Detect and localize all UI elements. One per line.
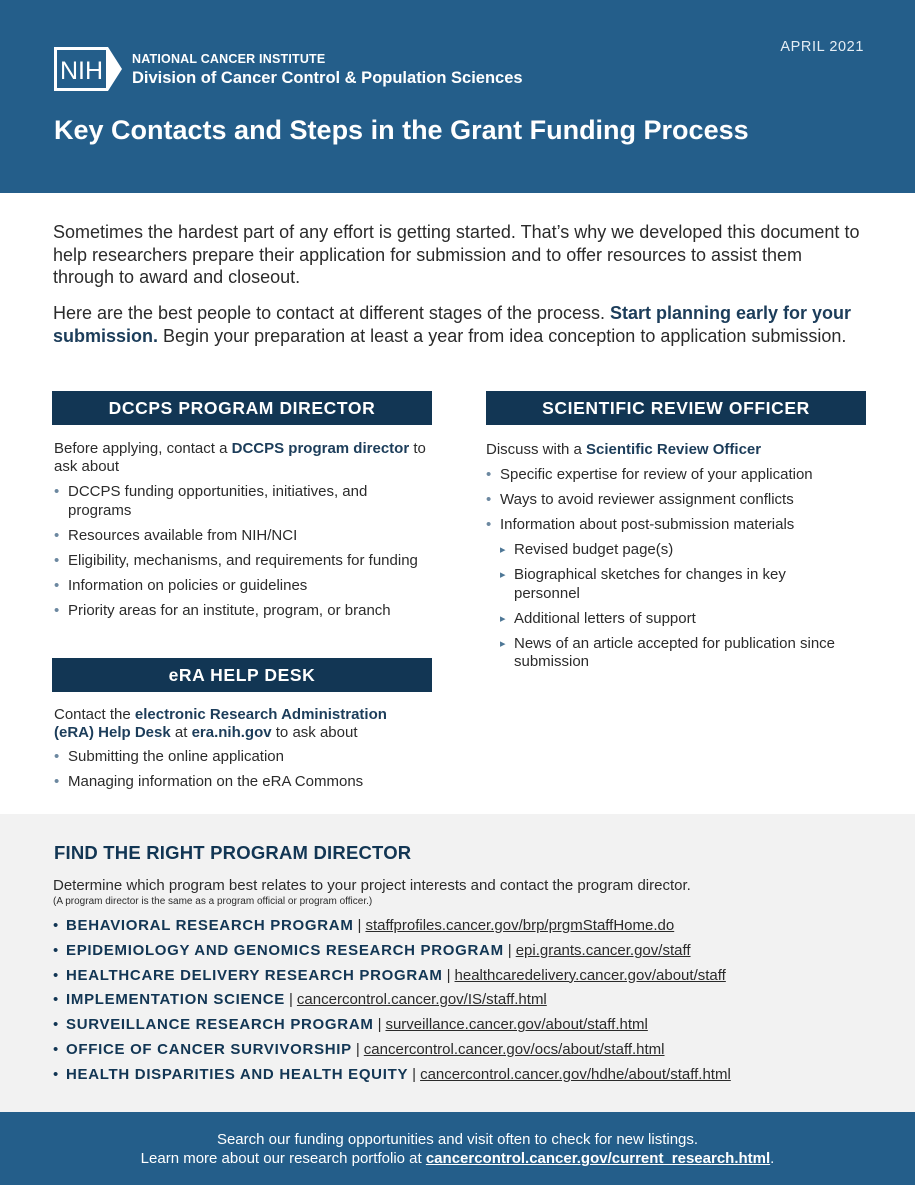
planning-emphasis: Start planning early for your submission. — [53, 303, 852, 346]
program-director-list — [54, 483, 429, 627]
footer-line-2: Learn more about our research portfolio at cancercontrol.cancer.gov/current_research.html. — [140, 1150, 775, 1167]
sub-list-item: ▸ Revised budget page(s) — [500, 541, 866, 560]
find-director-description: Determine which program best relates to your project interests and contact the program director. — [53, 877, 691, 894]
sub-list-item: ▸ Additional letters of support — [500, 610, 866, 629]
era-help-desk-list — [54, 748, 429, 798]
publication-date: APRIL 2021 — [780, 39, 864, 55]
list-item: • Resources available from NIH/NCI — [54, 527, 429, 546]
program-name: BEHAVIORAL RESEARCH PROGRAM — [66, 917, 354, 934]
list-item: • Managing information on the eRA Commons — [54, 773, 429, 792]
program-name: IMPLEMENTATION SCIENCE — [66, 991, 286, 1009]
list-item: • Priority areas for an institute, program, or branch — [54, 602, 429, 621]
research-portfolio-link[interactable]: cancercontrol.cancer.gov/current_research.html — [425, 1150, 771, 1167]
list-item: • Information about post-submission materials — [486, 516, 866, 535]
program-item: • EPIDEMIOLOGY AND GENOMICS RESEARCH PROGRAM | epi.grants.cancer.gov/staff — [53, 941, 691, 959]
sub-list-item: ▸ News of an article accepted for publication since submission — [500, 635, 850, 672]
program-item: • IMPLEMENTATION SCIENCE | cancercontrol.cancer.gov/IS/staff.html — [53, 991, 547, 1009]
header-banner — [0, 0, 915, 193]
review-officer-heading: SCIENTIFIC REVIEW OFFICER — [486, 391, 866, 425]
program-name: EPIDEMIOLOGY AND GENOMICS RESEARCH PROGRAM — [66, 941, 504, 959]
list-item: • DCCPS funding opportunities, initiatives, and programs — [54, 483, 429, 520]
program-item: • SURVEILLANCE RESEARCH PROGRAM | surveillance.cancer.gov/about/staff.html — [53, 1016, 648, 1034]
era-link[interactable]: era.nih.gov — [191, 724, 272, 741]
program-director-lead: Before applying, contact a DCCPS program director to ask about — [54, 440, 426, 475]
program-name: OFFICE OF CANCER SURVIVORSHIP — [66, 1040, 352, 1058]
intro-paragraph-2: Here are the best people to contact at different stages of the process. Start planning early for your submission. Begin your preparation at least a year from idea conception to application submission. — [53, 303, 852, 346]
svg-text:NIH: NIH — [59, 57, 104, 85]
program-staff-link[interactable]: cancercontrol.cancer.gov/hdhe/about/staff.html — [420, 1065, 731, 1083]
find-director-title: FIND THE RIGHT PROGRAM DIRECTOR — [54, 842, 412, 863]
program-item: • HEALTHCARE DELIVERY RESEARCH PROGRAM | healthcaredelivery.cancer.gov/about/staff — [53, 966, 726, 984]
footer-banner — [0, 1112, 915, 1185]
sub-list-item: ▸ Biographical sketches for changes in key personnel — [500, 566, 790, 603]
intro-paragraph-1: Sometimes the hardest part of any effort is getting started. That’s why we developed this document to help researchers prepare their application for submission and to offer resources to assist them through to award and closeout. — [53, 222, 860, 287]
review-officer-list — [486, 466, 866, 678]
list-item: • Information on policies or guidelines — [54, 577, 429, 596]
era-help-desk-heading: eRA HELP DESK — [52, 658, 432, 692]
list-item: • Eligibility, mechanisms, and requirements for funding — [54, 552, 429, 571]
nih-logo — [54, 47, 124, 91]
program-name: HEALTHCARE DELIVERY RESEARCH PROGRAM — [66, 966, 443, 984]
find-director-note: (A program director is the same as a program official or program officer.) — [53, 896, 373, 907]
list-item: • Specific expertise for review of your application — [486, 466, 866, 485]
program-staff-link[interactable]: cancercontrol.cancer.gov/ocs/about/staff.html — [363, 1040, 665, 1058]
program-staff-link[interactable]: epi.grants.cancer.gov/staff — [515, 941, 691, 959]
program-staff-link[interactable]: healthcaredelivery.cancer.gov/about/staff — [454, 966, 726, 984]
era-help-desk-lead: Contact the electronic Research Administration (eRA) Help Desk at era.nih.gov to ask about — [54, 706, 387, 741]
program-item: • HEALTH DISPARITIES AND HEALTH EQUITY | cancercontrol.cancer.gov/hdhe/about/staff.html — [53, 1065, 731, 1083]
institute-name: NATIONAL CANCER INSTITUTE — [132, 52, 326, 66]
program-list — [53, 917, 731, 1091]
program-name: SURVEILLANCE RESEARCH PROGRAM — [66, 1016, 374, 1034]
footer-line-1: Search our funding opportunities and visit often to check for new listings. — [216, 1131, 699, 1148]
list-item: • Submitting the online application — [54, 748, 429, 767]
program-staff-link[interactable]: staffprofiles.cancer.gov/brp/prgmStaffHome.do — [365, 917, 675, 934]
page-title: Key Contacts and Steps in the Grant Funding Process — [54, 115, 749, 145]
program-director-heading: DCCPS PROGRAM DIRECTOR — [52, 391, 432, 425]
program-item: • OFFICE OF CANCER SURVIVORSHIP | cancercontrol.cancer.gov/ocs/about/staff.html — [53, 1040, 665, 1058]
program-staff-link[interactable]: cancercontrol.cancer.gov/IS/staff.html — [296, 991, 547, 1009]
review-officer-lead: Discuss with a Scientific Review Officer — [486, 441, 762, 458]
list-item: • Ways to avoid reviewer assignment conflicts — [486, 491, 866, 510]
program-item: • BEHAVIORAL RESEARCH PROGRAM | staffprofiles.cancer.gov/brp/prgmStaffHome.do — [53, 917, 675, 934]
division-name: Division of Cancer Control & Population Sciences — [132, 69, 523, 87]
program-name: HEALTH DISPARITIES AND HEALTH EQUITY — [66, 1065, 409, 1083]
program-staff-link[interactable]: surveillance.cancer.gov/about/staff.html — [385, 1016, 648, 1034]
